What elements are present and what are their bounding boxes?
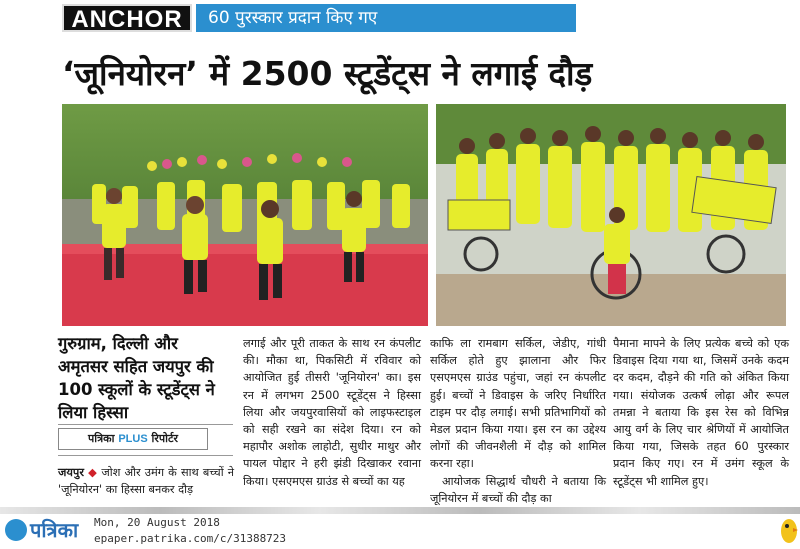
article-paragraph: काफि ला रामबाग सर्किल, जेडीए, गांधी सर्किल होते हुए झालाना और फिर एसएमएस ग्राउंड पहुंचा, जहां रन कंपलीट हुई। बच्चों ने डिवाइस के जरिए निर्धारित टाइम पर दौड़ लगाई। सभी प्रतिभागियों को मेडल प्रदान किया गया। इस रन का उद्देश्य लोगों की जीवनशैली में दौड़ को शामिल करना रहा। <box>430 337 606 471</box>
photo-group-wheelchairs <box>436 104 786 326</box>
patrika-logo-icon <box>5 519 27 541</box>
article-column-2 <box>243 335 421 490</box>
bird-mascot-icon <box>780 515 798 545</box>
dateline-bullet-icon: ◆ <box>88 466 98 479</box>
article-paragraph: आयोजक सिद्धार्थ चौधरी ने बताया कि जूनियोरन में बच्चों की दौड़ का <box>430 474 606 505</box>
section-label: ANCHOR <box>62 4 192 32</box>
article-paragraph: पैमाना मापने के लिए प्रत्येक बच्चे को एक डिवाइस दिया गया था, जिसमें उनके कदम दर कदम, दौड़ने की गति को अंकित किया गया। संयोजक उत्कर्ष लोढ़ा और रूपल तमन्ना ने बताया कि इस रेस को विभिन्न आयु वर्ग के लिए चार श्रेणियों में आयोजित किया गया, जिसके तहत 60 पुरस्कार प्रदान किए गए। रन में उमंग स्कूल के स्टूडेंट्स भी शामिल हुए। <box>613 337 789 488</box>
divider <box>58 424 233 425</box>
byline-role: रिपोर्टर <box>151 432 178 445</box>
article-paragraph: लगाई और पूरी ताकत के साथ रन कंपलीट की। मौका था, पिकसिटी में रविवार को आयोजित हुई तीसरी 'जूनियोरन' का। इस रन में लगभग 2500 स्टूडेंट्स ने हिस्सा लिया और जयपुरवासियों को लाइफस्टाइल को सही रखने का संदेश दिया। रन को महापौर अशोक लाहोटी, सुधीर माथुर और पायल पोद्दार ने हरी झंडी दिखाकर रवाना किया। एसएमएस ग्राउंड से बच्चों का यह <box>243 337 421 488</box>
edition-date: Mon, 20 August 2018 <box>94 516 220 529</box>
photo-runners-track <box>62 104 428 326</box>
lead-text: जोश और उमंग के साथ बच्चों ने 'जूनियोरन' का हिस्सा बनकर दौड़ <box>58 466 235 497</box>
headline: ‘जूनियोरन’ में 2500 स्टूडेंट्स ने लगाई दौड़ <box>62 54 593 93</box>
article-column-4 <box>613 335 789 490</box>
subheading: गुरुग्राम, दिल्ली और अमृतसर सहित जयपुर की 100 स्कूलों के स्टूडेंट्स ने लिया हिस्सा <box>58 334 215 422</box>
byline-plus: PLUS <box>118 433 148 445</box>
edition-url[interactable]: epaper.patrika.com/c/31388723 <box>94 532 287 545</box>
kicker-banner: 60 पुरस्कार प्रदान किए गए <box>196 4 576 32</box>
article-column-3 <box>430 335 606 507</box>
dateline: जयपुर <box>58 466 84 479</box>
article-lead <box>58 464 234 498</box>
byline <box>58 428 208 450</box>
byline-brand: पत्रिका <box>88 432 115 445</box>
footer-logo[interactable]: पत्रिका <box>30 518 79 542</box>
divider <box>58 455 233 456</box>
